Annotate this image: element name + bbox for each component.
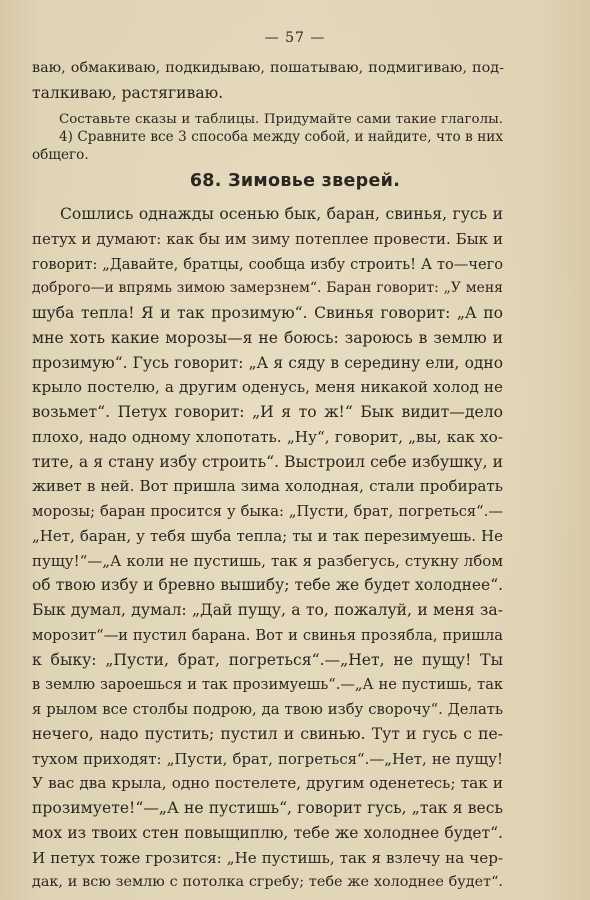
story-line: нечего, надо пустить; пустил и свинью. Тут и гусь с пе-	[32, 725, 503, 743]
story-line: в землю зароешься и так прозимуешь“.—„А не пустишь, так	[32, 676, 503, 693]
story-line: мох из твоих стен повыщиплю, тебе же холоднее будет“.	[32, 824, 503, 842]
story-line: тите, а я стану избу строить“. Выстроил себе избушку, и	[32, 453, 503, 471]
story-line: У вас два крыла, одно постелете, другим оденетесь; так и	[32, 774, 503, 792]
story-line: „Нет, баран, у тебя шуба тепла; ты и так перезимуешь. Не	[32, 527, 503, 545]
story-line: доброго—и впрямь зимою замерзнем“. Баран говорит: „У меня	[32, 280, 503, 296]
story-line: мне хоть какие морозы—я не боюсь: зароюсь в землю и	[32, 329, 503, 347]
task-line: Составьте сказы и таблицы. Придумайте сами такие глаголы.	[59, 112, 503, 127]
text-line: талкиваю, растягиваю.	[32, 84, 224, 102]
task-line: 4) Сравните все 3 способа между собой, и найдите, что в них	[59, 129, 503, 145]
story-line: дак, и всю землю с потолка сгребу; тебе же холоднее будет“.	[32, 874, 503, 890]
story-line: крыло постелю, а другим оденусь, меня никакой холод не	[32, 378, 503, 396]
story-line: тухом приходят: „Пусти, брат, погреться“.—„Нет, не пущу!	[32, 750, 503, 768]
story-line: Сошлись однажды осенью бык, баран, свинья, гусь и	[60, 205, 503, 223]
story-line: шуба тепла! Я и так прозимую“. Свинья говорит: „А по	[32, 304, 503, 322]
story-line: Бык думал, думал: „Дай пущу, а то, пожалуй, и меня за-	[32, 601, 503, 619]
story-line: плохо, надо одному хлопотать. „Ну“, говорит, „вы, как хо-	[32, 428, 503, 446]
story-line: пущу!“—„А коли не пустишь, так я разбегусь, стукну лбом	[32, 552, 503, 570]
page-number: — 57 —	[264, 30, 326, 46]
story-line: морозит“—и пустил барана. Вот и свинья прозябла, пришла	[32, 627, 503, 644]
text-line: ваю, обмакиваю, подкидываю, пошатываю, подмигиваю, под-	[32, 60, 504, 76]
story-line: петух и думают: как бы им зиму потеплее провести. Бык и	[32, 230, 503, 248]
story-line: прозимую“. Гусь говорит: „А я сяду в середину ели, одно	[32, 354, 503, 372]
story-line: И петух тоже грозится: „Не пустишь, так я взлечу на чер-	[32, 849, 503, 867]
story-line: возьмет“. Петух говорит: „И я то ж!“ Бык видит—дело	[32, 403, 503, 421]
story-line: прозимуете!“—„А не пустишь“, говорит гусь, „так я весь	[32, 799, 503, 817]
story-line: я рылом все столбы подрою, да твою избу сворочу“. Делать	[32, 701, 503, 718]
story-line: к быку: „Пусти, брат, погреться“.—„Нет, не пущу! Ты	[32, 651, 503, 669]
task-line: общего.	[32, 147, 89, 163]
story-line: говорит: „Давайте, братцы, сообща избу строить! А то—чего	[32, 256, 503, 273]
story-heading: 68. Зимовье зверей.	[189, 171, 401, 191]
story-line: живет в ней. Вот пришла зима холодная, стали пробирать	[32, 477, 503, 495]
story-line: морозы; баран просится у быка: „Пусти, брат, погреться“.—	[32, 503, 503, 520]
story-line: об твою избу и бревно вышибу; тебе же будет холоднее“.	[32, 576, 503, 594]
